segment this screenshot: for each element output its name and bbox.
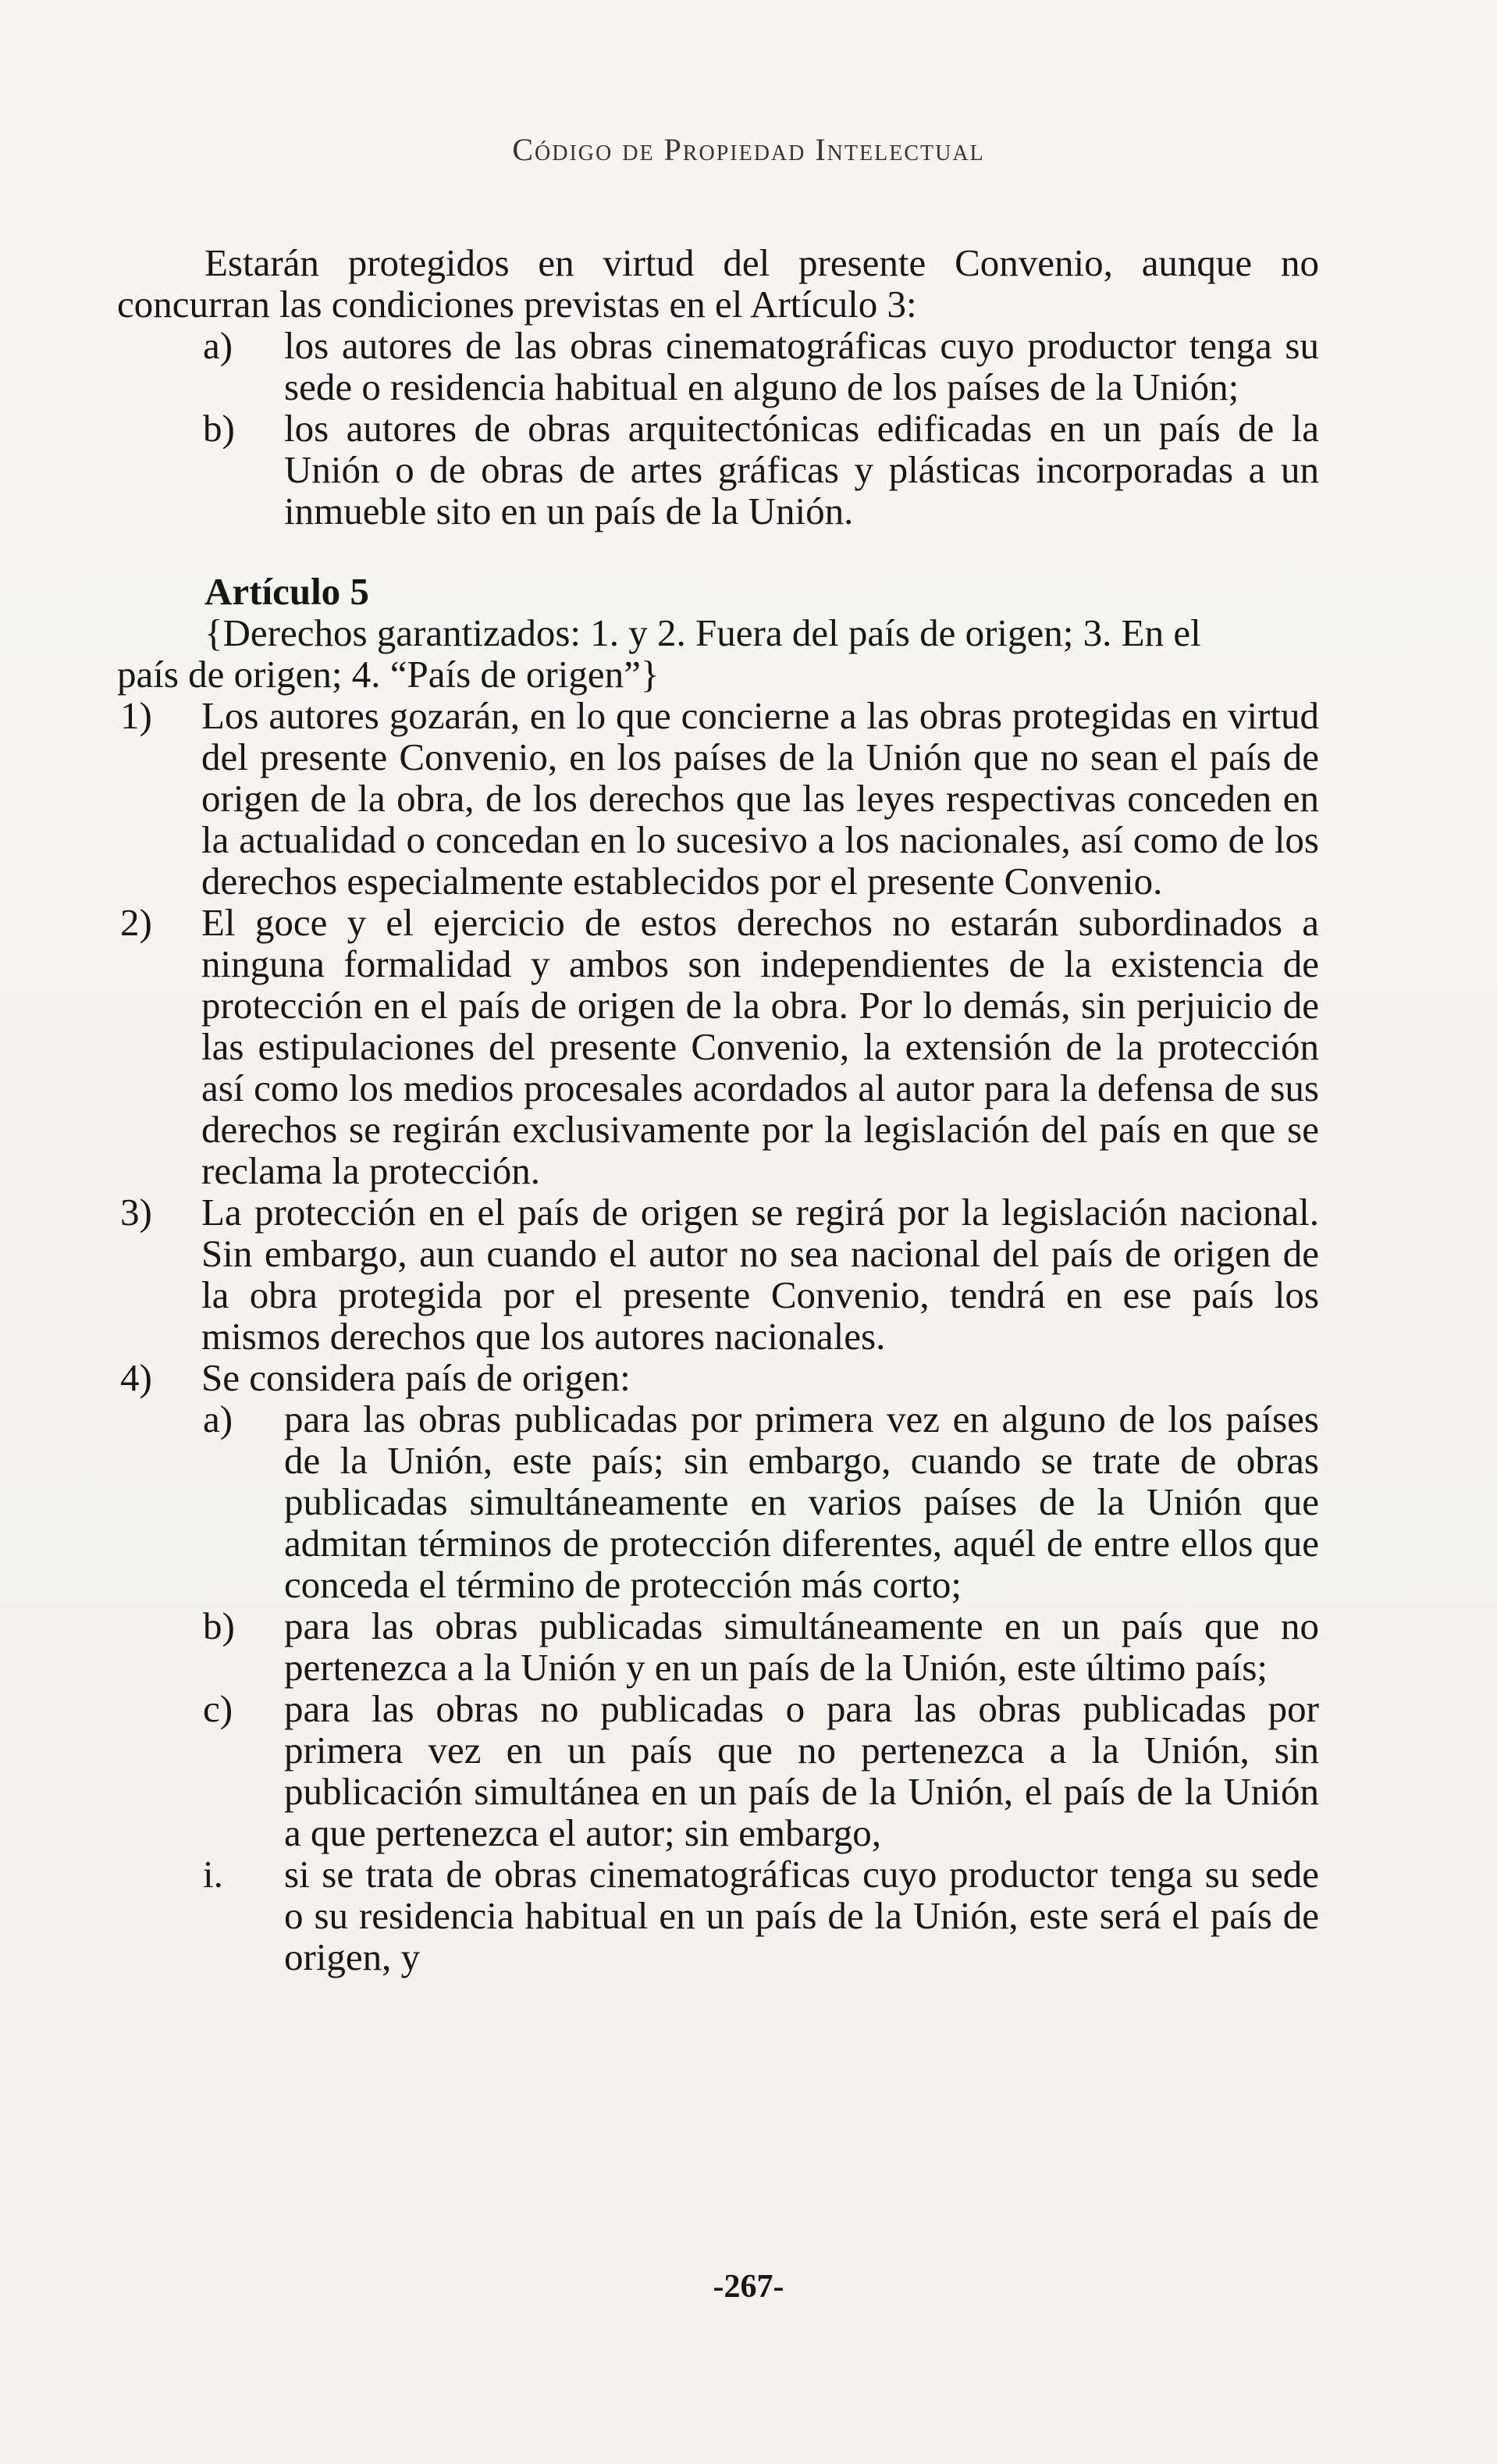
origin-item-i <box>117 1853 1319 1978</box>
paragraph-text: Los autores gozarán, en lo que concierne a las obras protegidas en virtud del presente Convenio, en los países de la Unión que no sean el país de origen de la obra, de los derechos que las leyes respectivas conceden en la actualidad o concedan en lo sucesivo a los nacionales, así como de los derechos especialmente establecidos por el presente Convenio. <box>201 694 1319 903</box>
article-subtitle-line-2: país de origen; 4. “País de origen”} <box>117 653 660 696</box>
article-heading: Artículo 5 <box>204 570 369 613</box>
intro-item-b <box>117 408 1319 532</box>
sub-item-label: b) <box>203 1604 235 1647</box>
sub-item-text: para las obras publicadas simultáneamente en un país que no pertenezca a la Unión y en un país de la Unión, este último país; <box>284 1604 1319 1689</box>
paragraph-label: 2) <box>120 901 152 944</box>
sub-item-label: a) <box>203 1398 233 1440</box>
intro-item-label: b) <box>203 407 235 450</box>
paragraph-text: Se considera país de origen: <box>201 1356 631 1399</box>
intro-item-a <box>117 325 1319 408</box>
article-paragraph-4 <box>117 1357 1319 1398</box>
article-paragraph-3 <box>117 1191 1319 1357</box>
page-number: -267- <box>713 2269 784 2305</box>
sub-item-text: si se trata de obras cinematográficas cuyo productor tenga su sede o su residencia habitual en un país de la Unión, este será el país de origen, y <box>284 1853 1319 1978</box>
intro-item-text: los autores de obras arquitectónicas edificadas en un país de la Unión o de obras de artes gráficas y plásticas incorporadas a un inmueble sito en un país de la Unión. <box>284 407 1319 532</box>
paragraph-label: 4) <box>120 1356 152 1399</box>
origin-item-a <box>117 1398 1319 1605</box>
article-subtitle-line-1: {Derechos garantizados: 1. y 2. Fuera del país de origen; 3. En el <box>204 611 1201 654</box>
article-paragraph-1 <box>117 695 1319 902</box>
page-body <box>117 242 1319 1978</box>
running-head: Código de Propiedad Intelectual <box>512 132 985 167</box>
intro-item-label: a) <box>203 324 233 367</box>
origin-item-b <box>117 1605 1319 1688</box>
sub-item-text: para las obras no publicadas o para las obras publicadas por primera vez en un país que no pertenezca a la Unión, sin publicación simultánea en un país de la Unión, el país de la Unión a que pertenezca el autor; sin embargo, <box>284 1687 1319 1854</box>
sub-item-label: i. <box>203 1853 223 1896</box>
article-paragraph-2 <box>117 902 1319 1191</box>
paragraph-text: La protección en el país de origen se regirá por la legislación nacional. Sin embargo, aun cuando el autor no sea nacional del país de origen de la obra protegida por el presente Convenio, tendrá en ese país los mismos derechos que los autores nacionales. <box>201 1191 1319 1358</box>
origin-item-c <box>117 1688 1319 1853</box>
intro-paragraph: Estarán protegidos en virtud del presente Convenio, aunque no concurran las condiciones previstas en el Artículo 3: <box>117 241 1319 326</box>
paragraph-label: 3) <box>120 1191 152 1234</box>
sub-item-label: c) <box>203 1687 233 1730</box>
intro-item-text: los autores de las obras cinematográficas cuyo productor tenga su sede o residencia habitual en alguno de los países de la Unión; <box>284 324 1319 408</box>
sub-item-text: para las obras publicadas por primera vez en alguno de los países de la Unión, este país; sin embargo, cuando se trate de obras publicadas simultáneamente en varios países de la Unión que admitan términos de protección diferentes, aquél de entre ellos que conceda el término de protección más corto; <box>284 1398 1319 1606</box>
paragraph-label: 1) <box>120 694 152 737</box>
paragraph-text: El goce y el ejercicio de estos derechos no estarán subordinados a ninguna formalidad y ambos son independientes de la existencia de protección en el país de origen de la obra. Por lo demás, sin perjuicio de las estipulaciones del presente Convenio, la extensión de la protección así como los medios procesales acordados al autor para la defensa de sus derechos se regirán exclusivamente por la legislación del país en que se reclama la protección. <box>201 901 1319 1192</box>
